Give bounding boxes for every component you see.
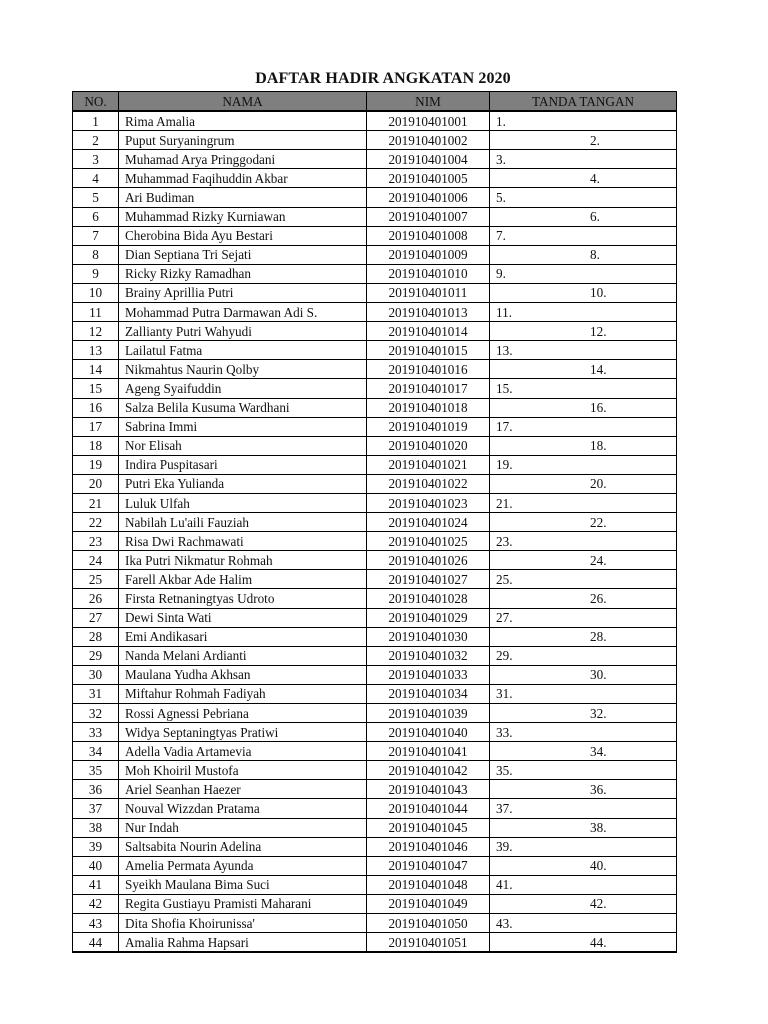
cell-tanda-tangan: 31. [490, 684, 677, 703]
cell-nim: 201910401028 [367, 589, 490, 608]
table-row [73, 914, 677, 933]
table-body [73, 111, 677, 952]
table-row [73, 837, 677, 856]
cell-no: 35 [73, 761, 119, 780]
cell-nama: Amalia Rahma Hapsari [119, 933, 367, 953]
cell-nim: 201910401039 [367, 704, 490, 723]
cell-no: 33 [73, 723, 119, 742]
cell-nim: 201910401019 [367, 417, 490, 436]
cell-nim: 201910401043 [367, 780, 490, 799]
cell-nim: 201910401002 [367, 131, 490, 150]
cell-tanda-tangan: 36. [490, 780, 677, 799]
cell-nim: 201910401044 [367, 799, 490, 818]
cell-no: 8 [73, 245, 119, 264]
cell-no: 2 [73, 131, 119, 150]
cell-tanda-tangan: 43. [490, 914, 677, 933]
table-row [73, 379, 677, 398]
cell-nim: 201910401047 [367, 856, 490, 875]
cell-tanda-tangan: 13. [490, 341, 677, 360]
cell-no: 10 [73, 283, 119, 302]
cell-nama: Dewi Sinta Wati [119, 608, 367, 627]
table-row [73, 111, 677, 131]
cell-tanda-tangan: 9. [490, 264, 677, 283]
table-row [73, 608, 677, 627]
table-row [73, 188, 677, 207]
table-row [73, 226, 677, 245]
cell-tanda-tangan: 24. [490, 551, 677, 570]
table-row [73, 532, 677, 551]
cell-tanda-tangan: 6. [490, 207, 677, 226]
cell-nama: Risa Dwi Rachmawati [119, 532, 367, 551]
cell-tanda-tangan: 34. [490, 742, 677, 761]
cell-no: 42 [73, 894, 119, 913]
cell-nim: 201910401048 [367, 875, 490, 894]
cell-tanda-tangan: 2. [490, 131, 677, 150]
cell-nama: Brainy Aprillia Putri [119, 283, 367, 302]
cell-nama: Ika Putri Nikmatur Rohmah [119, 551, 367, 570]
cell-tanda-tangan: 35. [490, 761, 677, 780]
cell-nama: Farell Akbar Ade Halim [119, 570, 367, 589]
cell-nama: Rima Amalia [119, 111, 367, 131]
table-row [73, 684, 677, 703]
cell-tanda-tangan: 1. [490, 111, 677, 131]
cell-nim: 201910401024 [367, 513, 490, 532]
table-row [73, 646, 677, 665]
table-row [73, 207, 677, 226]
table-row [73, 341, 677, 360]
cell-nim: 201910401051 [367, 933, 490, 953]
cell-nama: Regita Gustiayu Pramisti Maharani [119, 894, 367, 913]
cell-nim: 201910401014 [367, 322, 490, 341]
cell-tanda-tangan: 40. [490, 856, 677, 875]
cell-no: 11 [73, 303, 119, 322]
cell-nama: Nanda Melani Ardianti [119, 646, 367, 665]
cell-nim: 201910401042 [367, 761, 490, 780]
cell-tanda-tangan: 4. [490, 169, 677, 188]
table-row [73, 493, 677, 512]
cell-no: 28 [73, 627, 119, 646]
cell-tanda-tangan: 41. [490, 875, 677, 894]
table-row [73, 436, 677, 455]
cell-no: 36 [73, 780, 119, 799]
cell-nama: Ageng Syaifuddin [119, 379, 367, 398]
cell-tanda-tangan: 32. [490, 704, 677, 723]
cell-nama: Puput Suryaningrum [119, 131, 367, 150]
cell-tanda-tangan: 38. [490, 818, 677, 837]
cell-nim: 201910401004 [367, 150, 490, 169]
cell-no: 23 [73, 532, 119, 551]
cell-no: 38 [73, 818, 119, 837]
cell-no: 25 [73, 570, 119, 589]
table-row [73, 264, 677, 283]
cell-tanda-tangan: 42. [490, 894, 677, 913]
table-row [73, 131, 677, 150]
cell-tanda-tangan: 26. [490, 589, 677, 608]
cell-nama: Putri Eka Yulianda [119, 474, 367, 493]
cell-tanda-tangan: 37. [490, 799, 677, 818]
cell-no: 18 [73, 436, 119, 455]
table-row [73, 894, 677, 913]
cell-nama: Zallianty Putri Wahyudi [119, 322, 367, 341]
cell-nim: 201910401046 [367, 837, 490, 856]
cell-no: 24 [73, 551, 119, 570]
table-row [73, 245, 677, 264]
cell-no: 40 [73, 856, 119, 875]
cell-nim: 201910401045 [367, 818, 490, 837]
cell-nim: 201910401022 [367, 474, 490, 493]
cell-nim: 201910401008 [367, 226, 490, 245]
table-row [73, 150, 677, 169]
cell-nama: Mohammad Putra Darmawan Adi S. [119, 303, 367, 322]
cell-no: 13 [73, 341, 119, 360]
cell-nim: 201910401033 [367, 665, 490, 684]
table-row [73, 360, 677, 379]
cell-no: 12 [73, 322, 119, 341]
cell-nama: Maulana Yudha Akhsan [119, 665, 367, 684]
cell-nama: Indira Puspitasari [119, 455, 367, 474]
cell-nim: 201910401010 [367, 264, 490, 283]
cell-nim: 201910401005 [367, 169, 490, 188]
cell-tanda-tangan: 23. [490, 532, 677, 551]
cell-nim: 201910401025 [367, 532, 490, 551]
cell-tanda-tangan: 16. [490, 398, 677, 417]
table-row [73, 551, 677, 570]
cell-tanda-tangan: 33. [490, 723, 677, 742]
cell-nama: Syeikh Maulana Bima Suci [119, 875, 367, 894]
cell-no: 44 [73, 933, 119, 953]
cell-tanda-tangan: 44. [490, 933, 677, 953]
cell-no: 22 [73, 513, 119, 532]
table-row [73, 303, 677, 322]
table-row [73, 704, 677, 723]
cell-no: 6 [73, 207, 119, 226]
cell-nim: 201910401029 [367, 608, 490, 627]
cell-no: 9 [73, 264, 119, 283]
cell-no: 16 [73, 398, 119, 417]
document-title: DAFTAR HADIR ANGKATAN 2020 [255, 70, 511, 87]
cell-nama: Amelia Permata Ayunda [119, 856, 367, 875]
table-row [73, 875, 677, 894]
cell-nama: Salza Belila Kusuma Wardhani [119, 398, 367, 417]
table-row [73, 627, 677, 646]
cell-tanda-tangan: 3. [490, 150, 677, 169]
table-row [73, 474, 677, 493]
table-row [73, 283, 677, 302]
cell-nim: 201910401020 [367, 436, 490, 455]
cell-nama: Ricky Rizky Ramadhan [119, 264, 367, 283]
cell-nama: Nur Indah [119, 818, 367, 837]
cell-tanda-tangan: 22. [490, 513, 677, 532]
cell-no: 19 [73, 455, 119, 474]
table-row [73, 723, 677, 742]
cell-no: 43 [73, 914, 119, 933]
table-row [73, 780, 677, 799]
cell-nama: Luluk Ulfah [119, 493, 367, 512]
cell-tanda-tangan: 28. [490, 627, 677, 646]
cell-tanda-tangan: 10. [490, 283, 677, 302]
cell-nama: Sabrina Immi [119, 417, 367, 436]
table-row [73, 589, 677, 608]
cell-nim: 201910401018 [367, 398, 490, 417]
cell-tanda-tangan: 17. [490, 417, 677, 436]
cell-nama: Rossi Agnessi Pebriana [119, 704, 367, 723]
cell-nim: 201910401021 [367, 455, 490, 474]
table-row [73, 570, 677, 589]
cell-nama: Dita Shofia Khoirunissa' [119, 914, 367, 933]
cell-no: 27 [73, 608, 119, 627]
cell-no: 30 [73, 665, 119, 684]
cell-tanda-tangan: 12. [490, 322, 677, 341]
table-row [73, 665, 677, 684]
table-row [73, 398, 677, 417]
table-row [73, 417, 677, 436]
table-row [73, 455, 677, 474]
cell-nama: Nikmahtus Naurin Qolby [119, 360, 367, 379]
table-row [73, 742, 677, 761]
cell-nim: 201910401017 [367, 379, 490, 398]
cell-nim: 201910401050 [367, 914, 490, 933]
cell-no: 4 [73, 169, 119, 188]
cell-nim: 201910401007 [367, 207, 490, 226]
cell-tanda-tangan: 8. [490, 245, 677, 264]
cell-nim: 201910401011 [367, 283, 490, 302]
cell-no: 39 [73, 837, 119, 856]
cell-nama: Adella Vadia Artamevia [119, 742, 367, 761]
cell-nim: 201910401026 [367, 551, 490, 570]
cell-nim: 201910401009 [367, 245, 490, 264]
table-header-row [73, 92, 677, 112]
cell-tanda-tangan: 25. [490, 570, 677, 589]
cell-nama: Emi Andikasari [119, 627, 367, 646]
cell-nama: Nor Elisah [119, 436, 367, 455]
column-header-tanda-tangan: TANDA TANGAN [490, 92, 677, 112]
cell-tanda-tangan: 20. [490, 474, 677, 493]
cell-nama: Ariel Seanhan Haezer [119, 780, 367, 799]
table-row [73, 513, 677, 532]
cell-nama: Dian Septiana Tri Sejati [119, 245, 367, 264]
cell-nama: Nouval Wizzdan Pratama [119, 799, 367, 818]
column-header-nama: NAMA [119, 92, 367, 112]
cell-tanda-tangan: 27. [490, 608, 677, 627]
cell-nim: 201910401013 [367, 303, 490, 322]
cell-no: 21 [73, 493, 119, 512]
column-header-no: NO. [73, 92, 119, 112]
cell-no: 37 [73, 799, 119, 818]
cell-tanda-tangan: 18. [490, 436, 677, 455]
cell-nim: 201910401034 [367, 684, 490, 703]
table-row [73, 799, 677, 818]
cell-nama: Widya Septaningtyas Pratiwi [119, 723, 367, 742]
table-row [73, 933, 677, 953]
cell-tanda-tangan: 15. [490, 379, 677, 398]
cell-nama: Ari Budiman [119, 188, 367, 207]
cell-no: 5 [73, 188, 119, 207]
cell-nama: Miftahur Rohmah Fadiyah [119, 684, 367, 703]
cell-nama: Muhammad Faqihuddin Akbar [119, 169, 367, 188]
cell-tanda-tangan: 7. [490, 226, 677, 245]
column-header-nim: NIM [367, 92, 490, 112]
table-row [73, 322, 677, 341]
cell-nama: Firsta Retnaningtyas Udroto [119, 589, 367, 608]
cell-tanda-tangan: 5. [490, 188, 677, 207]
cell-tanda-tangan: 29. [490, 646, 677, 665]
cell-no: 17 [73, 417, 119, 436]
cell-nama: Cherobina Bida Ayu Bestari [119, 226, 367, 245]
table-row [73, 169, 677, 188]
cell-tanda-tangan: 21. [490, 493, 677, 512]
cell-nim: 201910401041 [367, 742, 490, 761]
cell-nim: 201910401016 [367, 360, 490, 379]
cell-no: 7 [73, 226, 119, 245]
cell-nim: 201910401032 [367, 646, 490, 665]
cell-nama: Lailatul Fatma [119, 341, 367, 360]
cell-no: 1 [73, 111, 119, 131]
cell-nim: 201910401030 [367, 627, 490, 646]
cell-tanda-tangan: 11. [490, 303, 677, 322]
cell-nim: 201910401049 [367, 894, 490, 913]
cell-nama: Muhammad Rizky Kurniawan [119, 207, 367, 226]
cell-nim: 201910401027 [367, 570, 490, 589]
cell-tanda-tangan: 19. [490, 455, 677, 474]
cell-nim: 201910401001 [367, 111, 490, 131]
attendance-table [72, 91, 677, 953]
cell-no: 41 [73, 875, 119, 894]
cell-no: 15 [73, 379, 119, 398]
cell-nim: 201910401015 [367, 341, 490, 360]
cell-nim: 201910401040 [367, 723, 490, 742]
cell-no: 26 [73, 589, 119, 608]
cell-nama: Saltsabita Nourin Adelina [119, 837, 367, 856]
cell-tanda-tangan: 14. [490, 360, 677, 379]
cell-tanda-tangan: 30. [490, 665, 677, 684]
cell-no: 29 [73, 646, 119, 665]
cell-no: 31 [73, 684, 119, 703]
cell-nama: Moh Khoiril Mustofa [119, 761, 367, 780]
cell-no: 32 [73, 704, 119, 723]
cell-nim: 201910401023 [367, 493, 490, 512]
cell-no: 3 [73, 150, 119, 169]
cell-nama: Nabilah Lu'aili Fauziah [119, 513, 367, 532]
table-row [73, 818, 677, 837]
cell-tanda-tangan: 39. [490, 837, 677, 856]
cell-no: 14 [73, 360, 119, 379]
table-row [73, 856, 677, 875]
cell-no: 34 [73, 742, 119, 761]
table-row [73, 761, 677, 780]
cell-nama: Muhamad Arya Pringgodani [119, 150, 367, 169]
cell-no: 20 [73, 474, 119, 493]
cell-nim: 201910401006 [367, 188, 490, 207]
